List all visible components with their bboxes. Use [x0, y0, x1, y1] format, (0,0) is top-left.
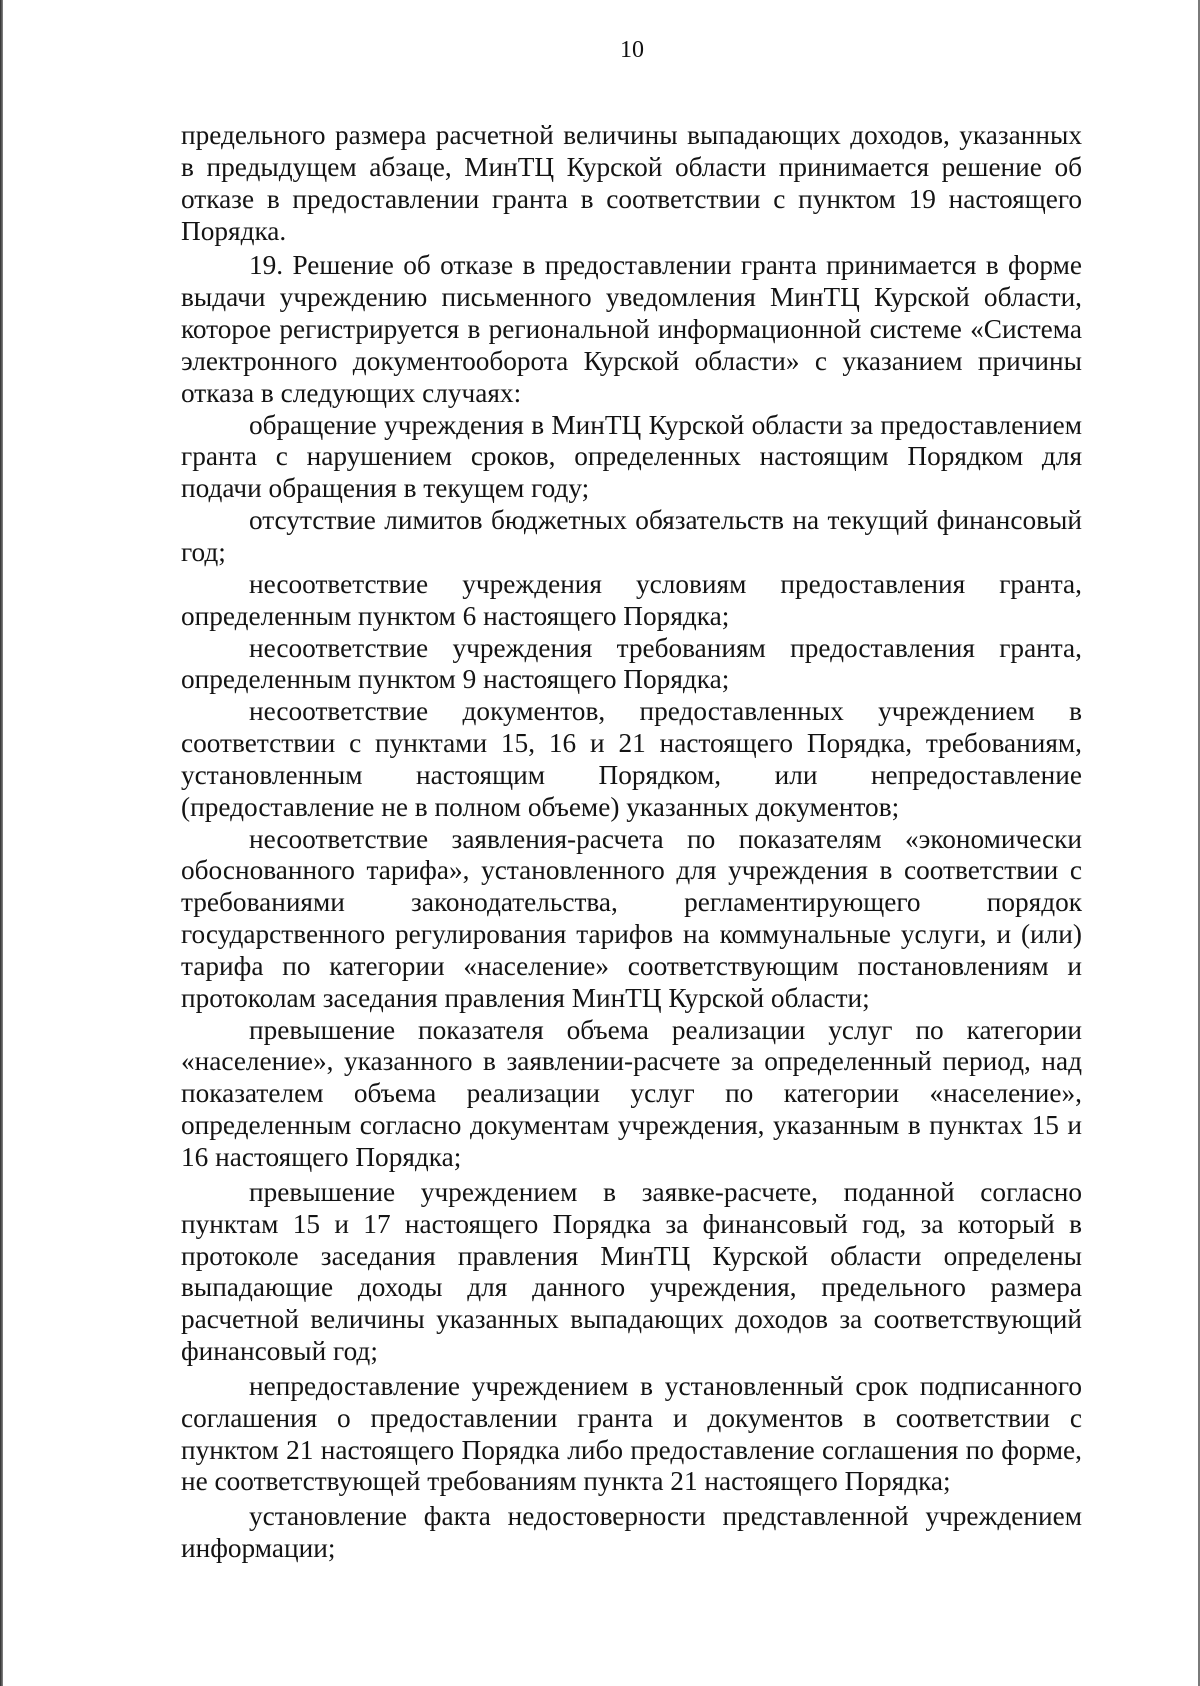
- document-body: [181, 120, 1082, 1565]
- page-number: 10: [620, 37, 644, 63]
- paragraph-clause-19: 19. Решение об отказе в предоставлении гранта принимается в форме выдачи учреждению письменного уведомления МинТЦ Курской области, которое регистрируется в региональной информационной системе «Система электронного документооборота Курской области» с указанием причины отказа в следующих случаях:: [181, 250, 1082, 408]
- paragraph-refusal-reason: установление факта недостоверности представленной учреждением информации;: [181, 1501, 1082, 1564]
- paragraph-refusal-reason: несоответствие учреждения условиям предоставления гранта, определенным пунктом 6 настоящего Порядка;: [181, 568, 1082, 631]
- paragraph-refusal-reason: несоответствие учреждения требованиям предоставления гранта, определенным пунктом 9 настоящего Порядка;: [181, 632, 1082, 695]
- paragraph-refusal-reason: несоответствие заявления-расчета по показателям «экономически обоснованного тарифа», установленного для учреждения в соответствии с требованиями законодательства, регламентирующего порядок государственного регулирования тарифов на коммунальные услуги, и (или) тарифа по категории «население» соответствующим постановлениям и протоколам заседания правления МинТЦ Курской области;: [181, 823, 1082, 1013]
- paragraph-refusal-reason: несоответствие документов, предоставленных учреждением в соответствии с пунктами 15, 16 и 21 настоящего Порядка, требованиям, установленным настоящим Порядком, или непредоставление (предоставление не в полном объеме) указанных документов;: [181, 696, 1082, 822]
- paragraph-refusal-reason: обращение учреждения в МинТЦ Курской области за предоставлением гранта с нарушением сроков, определенных настоящим Порядком для подачи обращения в текущем году;: [181, 409, 1082, 504]
- paragraph-refusal-reason: отсутствие лимитов бюджетных обязательств на текущий финансовый год;: [181, 505, 1082, 567]
- paragraph-refusal-reason: непредоставление учреждением в установленный срок подписанного соглашения о предоставлении гранта и документов в соответствии с пунктом 21 настоящего Порядка либо предоставление соглашения по форме, не соответствующей требованиям пункта 21 настоящего Порядка;: [181, 1370, 1082, 1497]
- paragraph-continuation: предельного размера расчетной величины выпадающих доходов, указанных в предыдущем абзаце, МинТЦ Курской области принимается решение об отказе в предоставлении гранта в соответствии с пунктом 19 настоящего Порядка.: [181, 120, 1082, 246]
- paragraph-refusal-reason: превышение учреждением в заявке-расчете, поданной согласно пунктам 15 и 17 настоящего Порядка за финансовый год, за который в протоколе заседания правления МинТЦ Курской области определены выпадающие доходы для данного учреждения, предельного размера расчетной величины указанных выпадающих доходов за соответствующий финансовый год;: [181, 1176, 1082, 1367]
- paragraph-refusal-reason: превышение показателя объема реализации услуг по категории «население», указанного в заявлении-расчете за определенный период, над показателем объема реализации услуг по категории «население», определенным согласно документам учреждения, указанным в пунктах 15 и 16 настоящего Порядка;: [181, 1014, 1082, 1172]
- scan-edge-left: [0, 0, 3, 1686]
